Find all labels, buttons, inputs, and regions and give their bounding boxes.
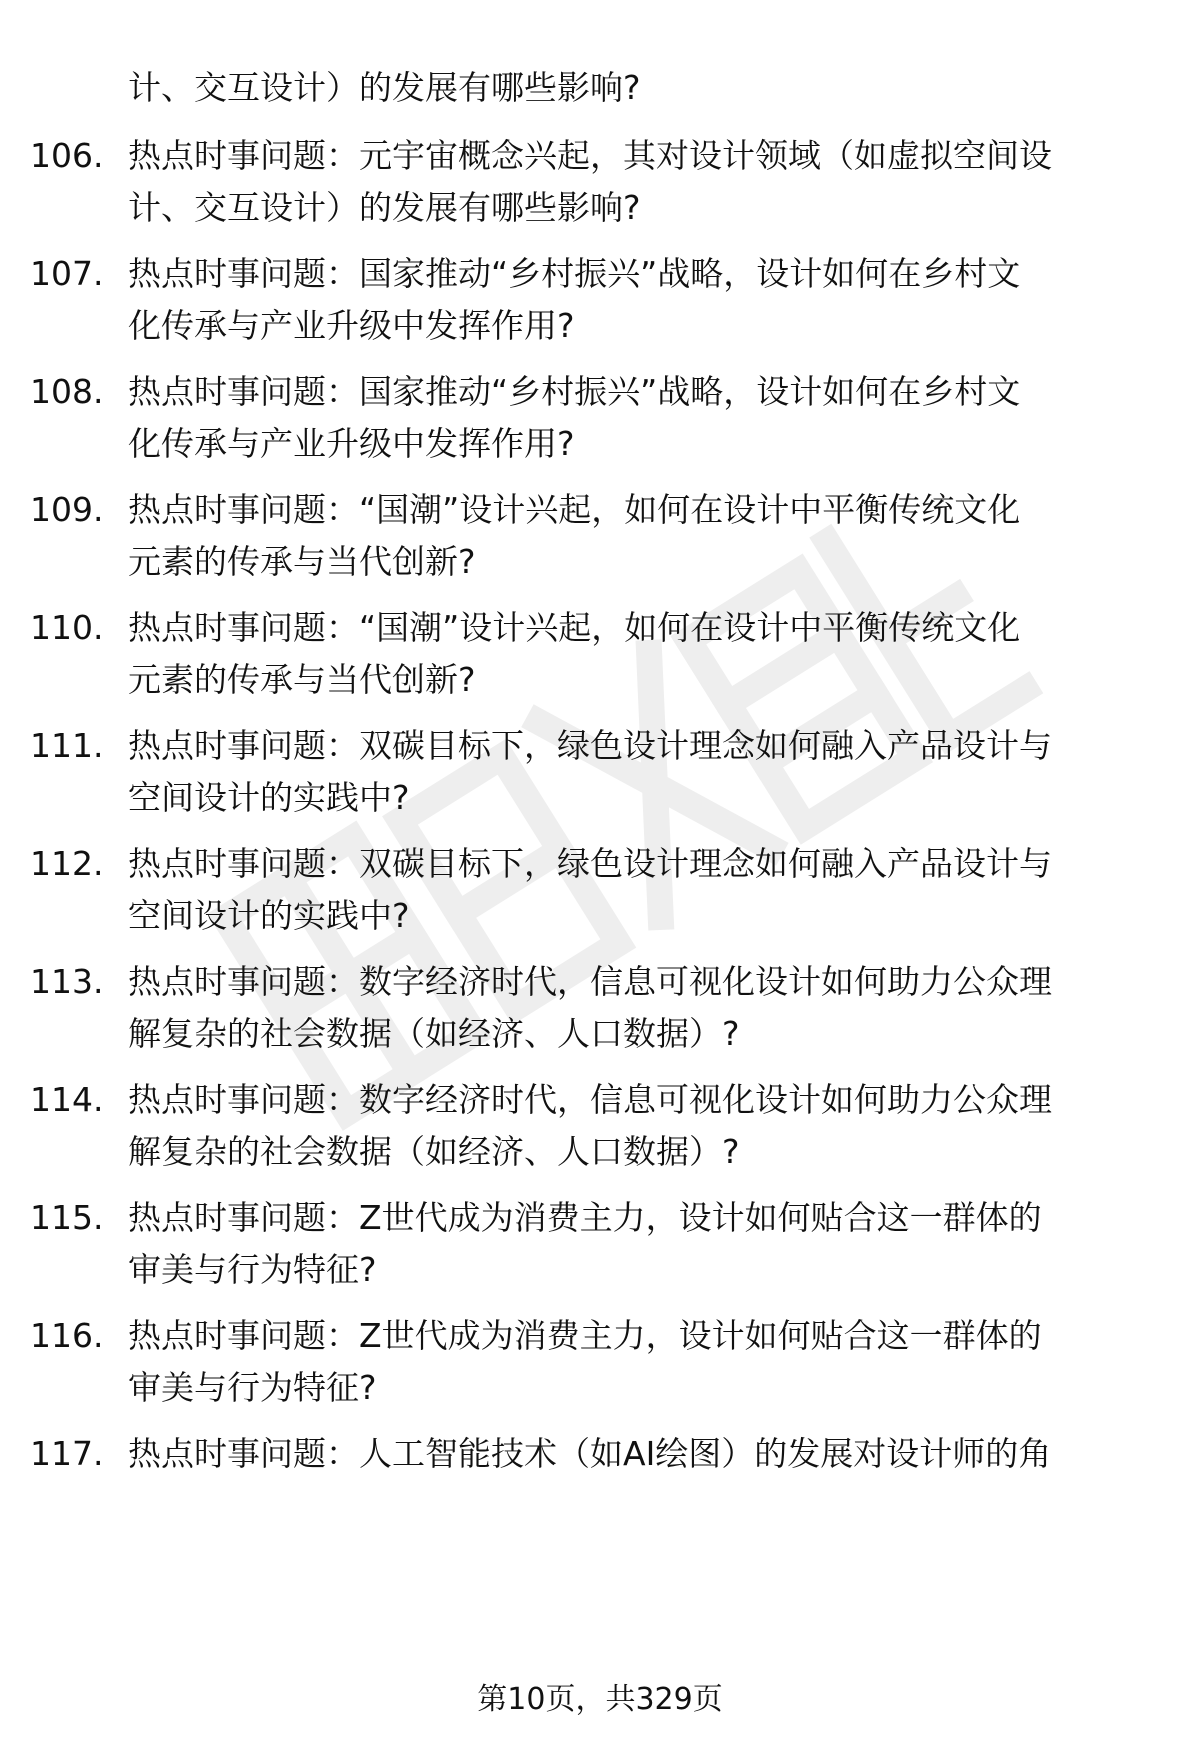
question-line: 热点时事问题：Z世代成为消费主力，设计如何贴合这一群体的 [128, 1316, 1042, 1355]
question-text [128, 1074, 1138, 1178]
question-number: 110. [30, 608, 104, 647]
question-line: 元素的传承与当代创新? [128, 660, 476, 699]
question-line: 热点时事问题：国家推动“乡村振兴”战略，设计如何在乡村文 [128, 254, 1021, 293]
question-line: 元素的传承与当代创新? [128, 542, 476, 581]
question-line: 热点时事问题：元宇宙概念兴起，其对设计领域（如虚拟空间设 [128, 136, 1052, 175]
question-line: 热点时事问题：数字经济时代，信息可视化设计如何助力公众理 [128, 1080, 1052, 1119]
question-text [128, 484, 1138, 588]
question-text [128, 130, 1138, 234]
question-text [128, 1310, 1138, 1414]
question-line: 热点时事问题：国家推动“乡村振兴”战略，设计如何在乡村文 [128, 372, 1021, 411]
question-number: 107. [30, 254, 104, 293]
question-line: 热点时事问题：双碳目标下，绿色设计理念如何融入产品设计与 [128, 844, 1052, 883]
question-line: 审美与行为特征? [128, 1368, 377, 1407]
question-line: 计、交互设计）的发展有哪些影响? [128, 188, 641, 227]
question-text [128, 956, 1138, 1060]
question-line: 热点时事问题：人工智能技术（如AI绘图）的发展对设计师的角 [128, 1434, 1052, 1473]
question-line: 解复杂的社会数据（如经济、人口数据）? [128, 1132, 740, 1171]
question-line: 热点时事问题：“国潮”设计兴起，如何在设计中平衡传统文化 [128, 490, 1021, 529]
question-line: 热点时事问题：数字经济时代，信息可视化设计如何助力公众理 [128, 962, 1052, 1001]
question-number: 115. [30, 1198, 104, 1237]
question-number: 106. [30, 136, 104, 175]
question-text [128, 720, 1138, 824]
question-line: 热点时事问题：Z世代成为消费主力，设计如何贴合这一群体的 [128, 1198, 1042, 1237]
question-text [128, 838, 1138, 942]
question-number: 108. [30, 372, 104, 411]
question-number: 111. [30, 726, 104, 765]
question-line: 空间设计的实践中? [128, 778, 410, 817]
question-line: 化传承与产业升级中发挥作用? [128, 424, 575, 463]
question-number: 109. [30, 490, 104, 529]
question-number: 116. [30, 1316, 104, 1355]
question-text [128, 366, 1138, 470]
question-text [128, 248, 1138, 352]
question-number: 113. [30, 962, 104, 1001]
continued-question-text: 计、交互设计）的发展有哪些影响? [128, 68, 641, 107]
question-line: 空间设计的实践中? [128, 896, 410, 935]
question-number: 114. [30, 1080, 104, 1119]
question-line: 热点时事问题：“国潮”设计兴起，如何在设计中平衡传统文化 [128, 608, 1021, 647]
question-text [128, 602, 1138, 706]
question-line: 解复杂的社会数据（如经济、人口数据）? [128, 1014, 740, 1053]
question-line: 化传承与产业升级中发挥作用? [128, 306, 575, 345]
question-number: 117. [30, 1434, 104, 1473]
question-number: 112. [30, 844, 104, 883]
page-footer: 第10页，共329页 [477, 1682, 723, 1717]
question-line: 热点时事问题：双碳目标下，绿色设计理念如何融入产品设计与 [128, 726, 1052, 765]
question-text [128, 1192, 1138, 1296]
question-line: 审美与行为特征? [128, 1250, 377, 1289]
question-text [128, 1428, 1138, 1480]
